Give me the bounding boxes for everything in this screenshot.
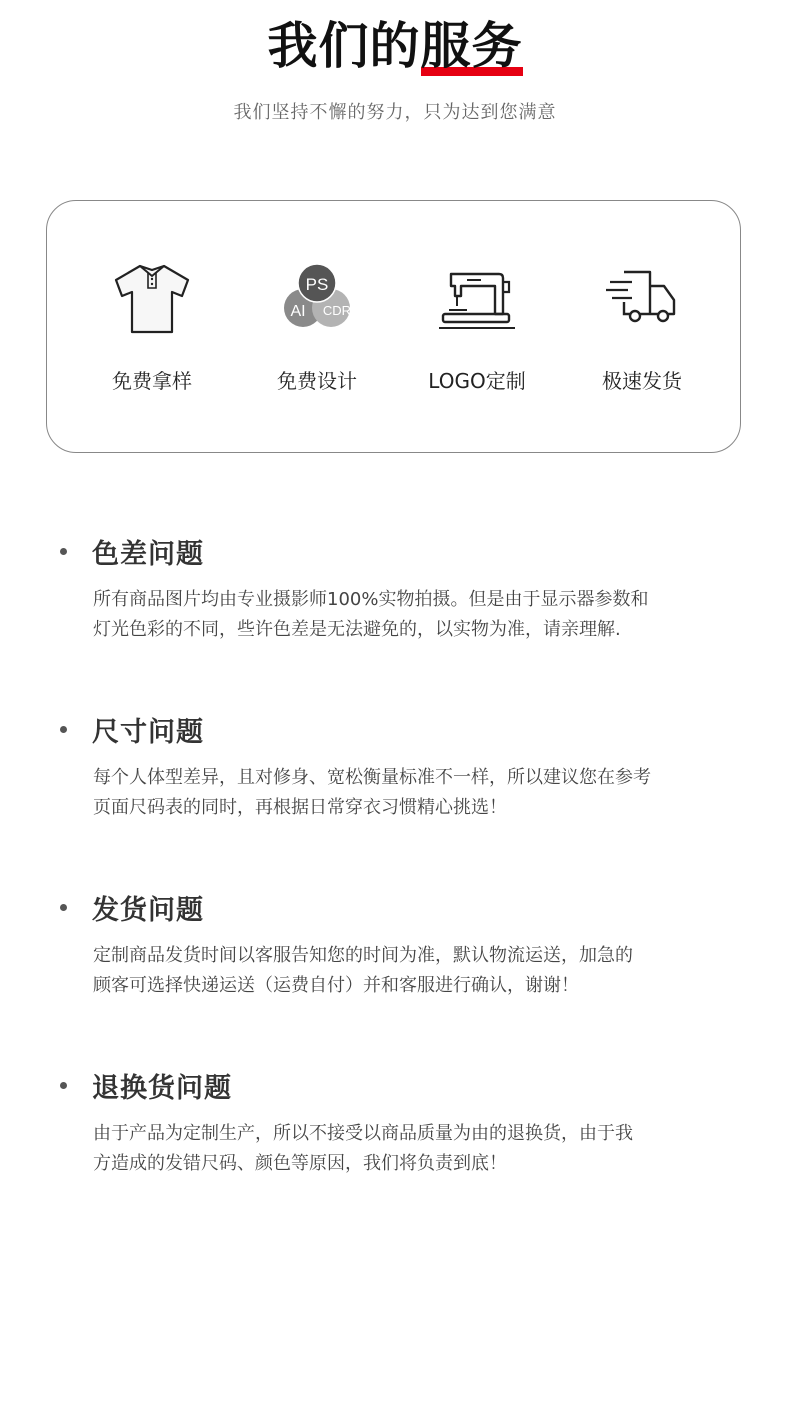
design-software-icon: [247, 261, 387, 337]
service-free-design: [247, 261, 387, 394]
service-label: 免费设计: [277, 369, 357, 393]
cdr-badge: CDR: [322, 303, 352, 318]
faq-question: 发货问题: [92, 895, 204, 926]
sewing-machine-icon: [407, 261, 547, 337]
bullet-dot: [60, 548, 67, 555]
answer-line: 定制商品发货时间以客服告知您的时间为准，默认物流运送，加急的: [93, 945, 633, 966]
faq-returns: [58, 1066, 738, 1179]
faq-shipping: [58, 888, 738, 1001]
faq-question: 尺寸问题: [92, 717, 204, 748]
polo-shirt-icon: [82, 261, 222, 337]
ai-badge: AI: [290, 303, 306, 320]
service-label: LOGO定制: [428, 369, 526, 393]
faq-answer: [93, 585, 713, 645]
faq-answer: [93, 941, 713, 1001]
faq-question: 色差问题: [92, 539, 204, 570]
bullet-dot: [60, 1082, 67, 1089]
service-free-sample: [82, 261, 222, 394]
service-label: 免费拿样: [112, 369, 192, 393]
answer-line: 灯光色彩的不同，些许色差是无法避免的，以实物为准，请亲理解.: [93, 619, 621, 640]
delivery-truck-icon: [572, 261, 712, 337]
answer-line: 所有商品图片均由专业摄影师100%实物拍摄。但是由于显示器参数和: [93, 589, 649, 610]
page-subtitle: 我们坚持不懈的努力，只为达到您满意: [233, 102, 557, 123]
ps-badge: PS: [305, 275, 329, 294]
answer-line: 页面尺码表的同时，再根据日常穿衣习惯精心挑选！: [93, 797, 507, 818]
page-header: [0, 14, 790, 78]
bullet-dot: [60, 726, 67, 733]
bullet-dot: [60, 904, 67, 911]
service-label: 极速发货: [602, 369, 682, 393]
faq-answer: [93, 1119, 713, 1179]
faq-size: [58, 710, 738, 823]
service-fast-delivery: [572, 261, 712, 394]
answer-line: 由于产品为定制生产，所以不接受以商品质量为由的退换货，由于我: [93, 1123, 633, 1144]
faq-color-difference: [58, 532, 738, 645]
answer-line: 顾客可选择快递运送（运费自付）并和客服进行确认，谢谢！: [93, 975, 579, 996]
title-highlight: 服务: [420, 17, 523, 75]
title-prefix: 我们的: [267, 17, 421, 75]
page-title: [268, 14, 523, 78]
service-logo-custom: [407, 261, 547, 394]
faq-question: 退换货问题: [92, 1073, 232, 1104]
services-panel: [46, 200, 741, 453]
faq-answer: [93, 763, 713, 823]
answer-line: 方造成的发错尺码、颜色等原因，我们将负责到底！: [93, 1153, 507, 1174]
answer-line: 每个人体型差异，且对修身、宽松衡量标准不一样，所以建议您在参考: [93, 767, 651, 788]
